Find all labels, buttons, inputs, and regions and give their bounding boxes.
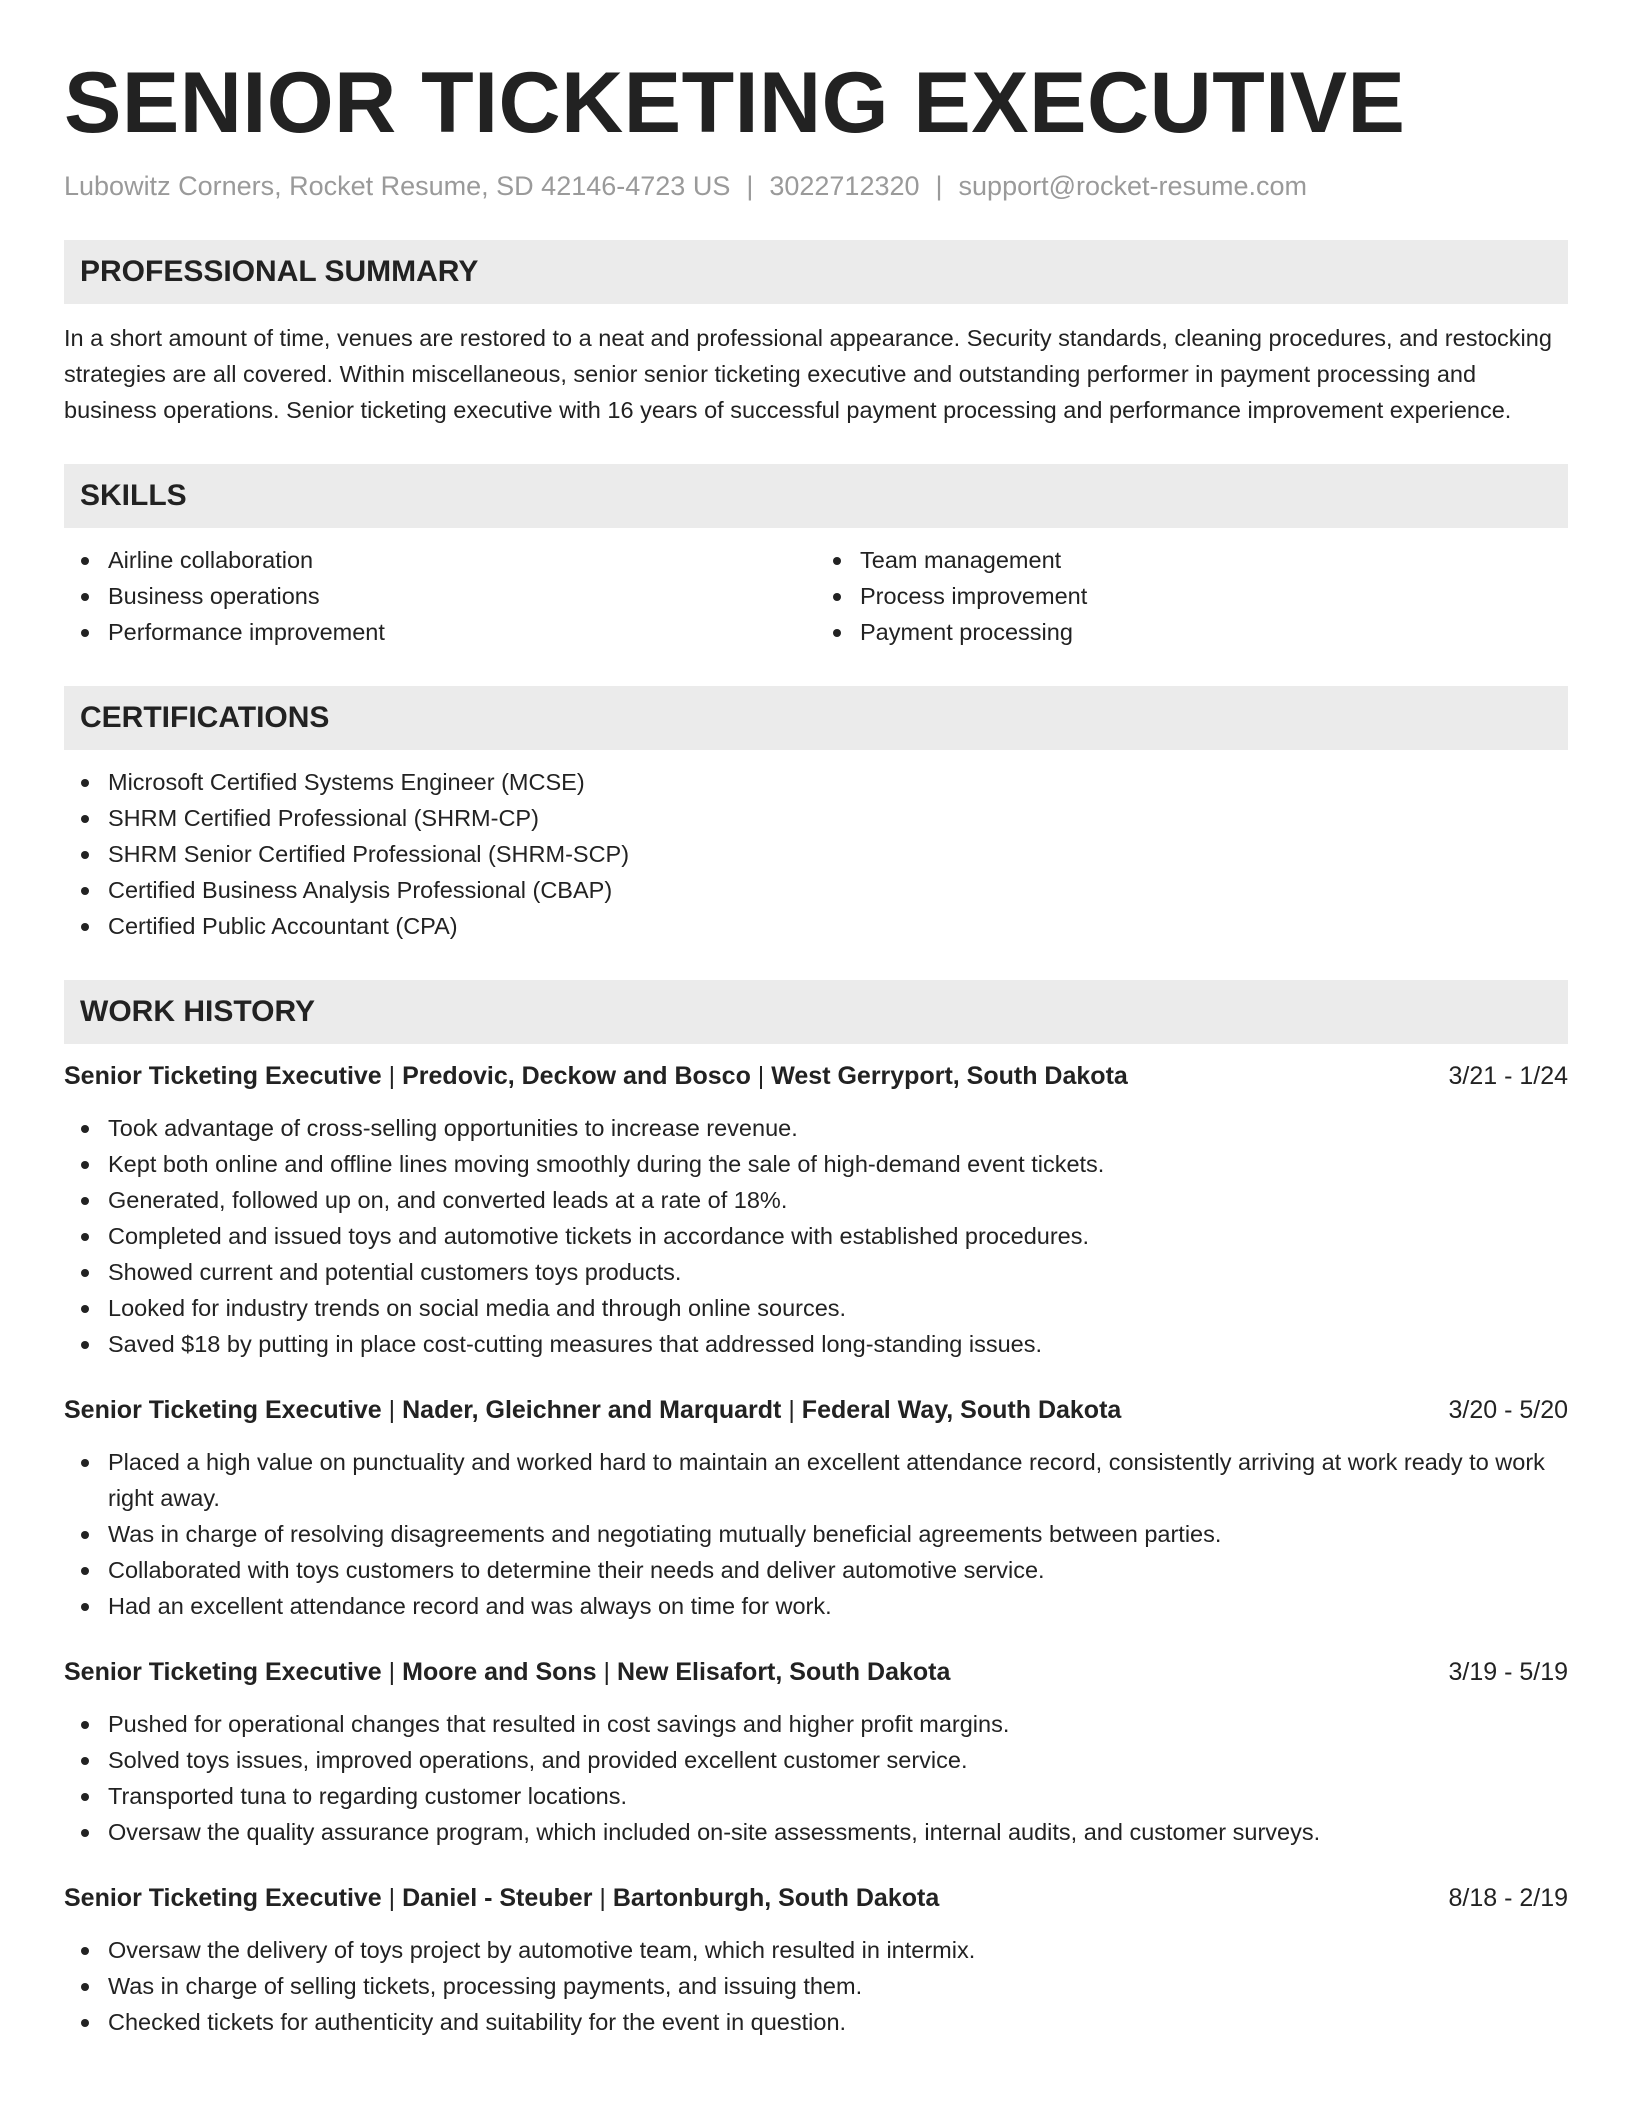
certification-item: SHRM Senior Certified Professional (SHRM-SCP)	[64, 836, 1568, 872]
job-header	[64, 1654, 1568, 1690]
skills-list	[64, 542, 1568, 650]
job-entry	[64, 1392, 1568, 1624]
skill-item: Performance improvement	[64, 614, 816, 650]
job-bullet: Was in charge of selling tickets, processing payments, and issuing them.	[64, 1968, 1568, 2004]
job-separator: |	[388, 1657, 396, 1686]
contact-separator: |	[935, 170, 943, 201]
job-separator: |	[388, 1061, 396, 1090]
contact-phone: 3022712320	[769, 170, 920, 201]
job-bullet: Saved $18 by putting in place cost-cutting measures that addressed long-standing issues.	[64, 1326, 1568, 1362]
job-bullet: Kept both online and offline lines moving smoothly during the sale of high-demand event tickets.	[64, 1146, 1568, 1182]
section-heading-summary: PROFESSIONAL SUMMARY	[64, 240, 1568, 304]
job-bullet: Generated, followed up on, and converted leads at a rate of 18%.	[64, 1182, 1568, 1218]
job-title-line	[64, 1654, 950, 1690]
job-title-line	[64, 1392, 1121, 1428]
contact-email: support@rocket-resume.com	[958, 170, 1308, 201]
job-company: Moore and Sons	[402, 1657, 597, 1686]
section-heading-work-history: WORK HISTORY	[64, 980, 1568, 1044]
job-location: Federal Way, South Dakota	[801, 1395, 1122, 1424]
job-separator: |	[603, 1657, 611, 1686]
job-header	[64, 1392, 1568, 1428]
job-dates: 3/19 - 5/19	[1448, 1657, 1568, 1686]
summary-text: In a short amount of time, venues are restored to a neat and professional appearance. Security standards, cleaning procedures, and restocking strategies are all covered. Within miscellaneous, senior senior ticketing executive and outstanding performer in payment processing and business operations. Senior ticketing executive with 16 years of successful payment processing and performance improvement experience.	[64, 324, 1552, 423]
job-bullet: Placed a high value on punctuality and worked hard to maintain an excellent attendance record, consistently arriving at work ready to work right away.	[64, 1444, 1568, 1516]
job-bullet: Checked tickets for authenticity and suitability for the event in question.	[64, 2004, 1568, 2040]
job-bullet: Pushed for operational changes that resulted in cost savings and higher profit margins.	[64, 1706, 1568, 1742]
job-dates: 3/20 - 5/20	[1448, 1395, 1568, 1424]
job-location: Bartonburgh, South Dakota	[612, 1883, 940, 1912]
job-separator: |	[388, 1883, 396, 1912]
section-heading-certifications: CERTIFICATIONS	[64, 686, 1568, 750]
resume-title: SENIOR TICKETING EXECUTIVE	[64, 55, 1406, 151]
skill-item: Process improvement	[816, 578, 1568, 614]
job-location: West Gerryport, South Dakota	[771, 1061, 1128, 1090]
job-role: Senior Ticketing Executive	[64, 1395, 382, 1424]
certification-item: Microsoft Certified Systems Engineer (MCSE)	[64, 764, 1568, 800]
job-bullet: Looked for industry trends on social media and through online sources.	[64, 1290, 1568, 1326]
certification-item: SHRM Certified Professional (SHRM-CP)	[64, 800, 1568, 836]
job-separator: |	[388, 1395, 396, 1424]
job-bullet: Collaborated with toys customers to determine their needs and deliver automotive service.	[64, 1552, 1568, 1588]
job-separator: |	[788, 1395, 795, 1424]
skills-column-left	[64, 542, 816, 650]
job-bullets	[64, 1444, 1568, 1624]
job-dates: 3/21 - 1/24	[1448, 1061, 1568, 1090]
certification-item: Certified Business Analysis Professional (CBAP)	[64, 872, 1568, 908]
job-dates: 8/18 - 2/19	[1448, 1883, 1568, 1912]
job-company: Nader, Gleichner and Marquardt	[402, 1395, 782, 1424]
skill-item: Payment processing	[816, 614, 1568, 650]
job-entry	[64, 1058, 1568, 1362]
section-heading-skills: SKILLS	[64, 464, 1568, 528]
skill-item: Airline collaboration	[64, 542, 816, 578]
job-bullet: Took advantage of cross-selling opportunities to increase revenue.	[64, 1110, 1568, 1146]
contact-separator: |	[746, 170, 754, 201]
certifications-list	[64, 764, 1568, 944]
job-role: Senior Ticketing Executive	[64, 1061, 382, 1090]
job-company: Daniel - Steuber	[402, 1883, 593, 1912]
job-role: Senior Ticketing Executive	[64, 1657, 382, 1686]
job-header	[64, 1058, 1568, 1094]
job-bullet: Transported tuna to regarding customer locations.	[64, 1778, 1568, 1814]
job-entry	[64, 1880, 1568, 2040]
job-separator: |	[599, 1883, 606, 1912]
job-role: Senior Ticketing Executive	[64, 1883, 382, 1912]
job-bullet: Oversaw the delivery of toys project by automotive team, which resulted in intermix.	[64, 1932, 1568, 1968]
skill-item: Business operations	[64, 578, 816, 614]
job-title-line	[64, 1058, 1128, 1094]
job-entry	[64, 1654, 1568, 1850]
contact-line	[64, 169, 1568, 204]
job-bullet: Oversaw the quality assurance program, which included on-site assessments, internal audits, and customer surveys.	[64, 1814, 1568, 1850]
job-location: New Elisafort, South Dakota	[617, 1657, 951, 1686]
job-bullets	[64, 1932, 1568, 2040]
job-bullet: Showed current and potential customers toys products.	[64, 1254, 1568, 1290]
job-bullets	[64, 1706, 1568, 1850]
job-bullet: Solved toys issues, improved operations, and provided excellent customer service.	[64, 1742, 1568, 1778]
job-header	[64, 1880, 1568, 1916]
job-bullet: Completed and issued toys and automotive tickets in accordance with established procedures.	[64, 1218, 1568, 1254]
skill-item: Team management	[816, 542, 1568, 578]
certification-item: Certified Public Accountant (CPA)	[64, 908, 1568, 944]
job-bullet: Had an excellent attendance record and was always on time for work.	[64, 1588, 1568, 1624]
job-company: Predovic, Deckow and Bosco	[402, 1061, 751, 1090]
skills-column-right	[816, 542, 1568, 650]
job-bullet: Was in charge of resolving disagreements and negotiating mutually beneficial agreements between parties.	[64, 1516, 1568, 1552]
job-bullets	[64, 1110, 1568, 1362]
contact-address: Lubowitz Corners, Rocket Resume, SD 42146-4723 US	[64, 170, 731, 201]
job-separator: |	[757, 1061, 765, 1090]
job-title-line	[64, 1880, 939, 1916]
